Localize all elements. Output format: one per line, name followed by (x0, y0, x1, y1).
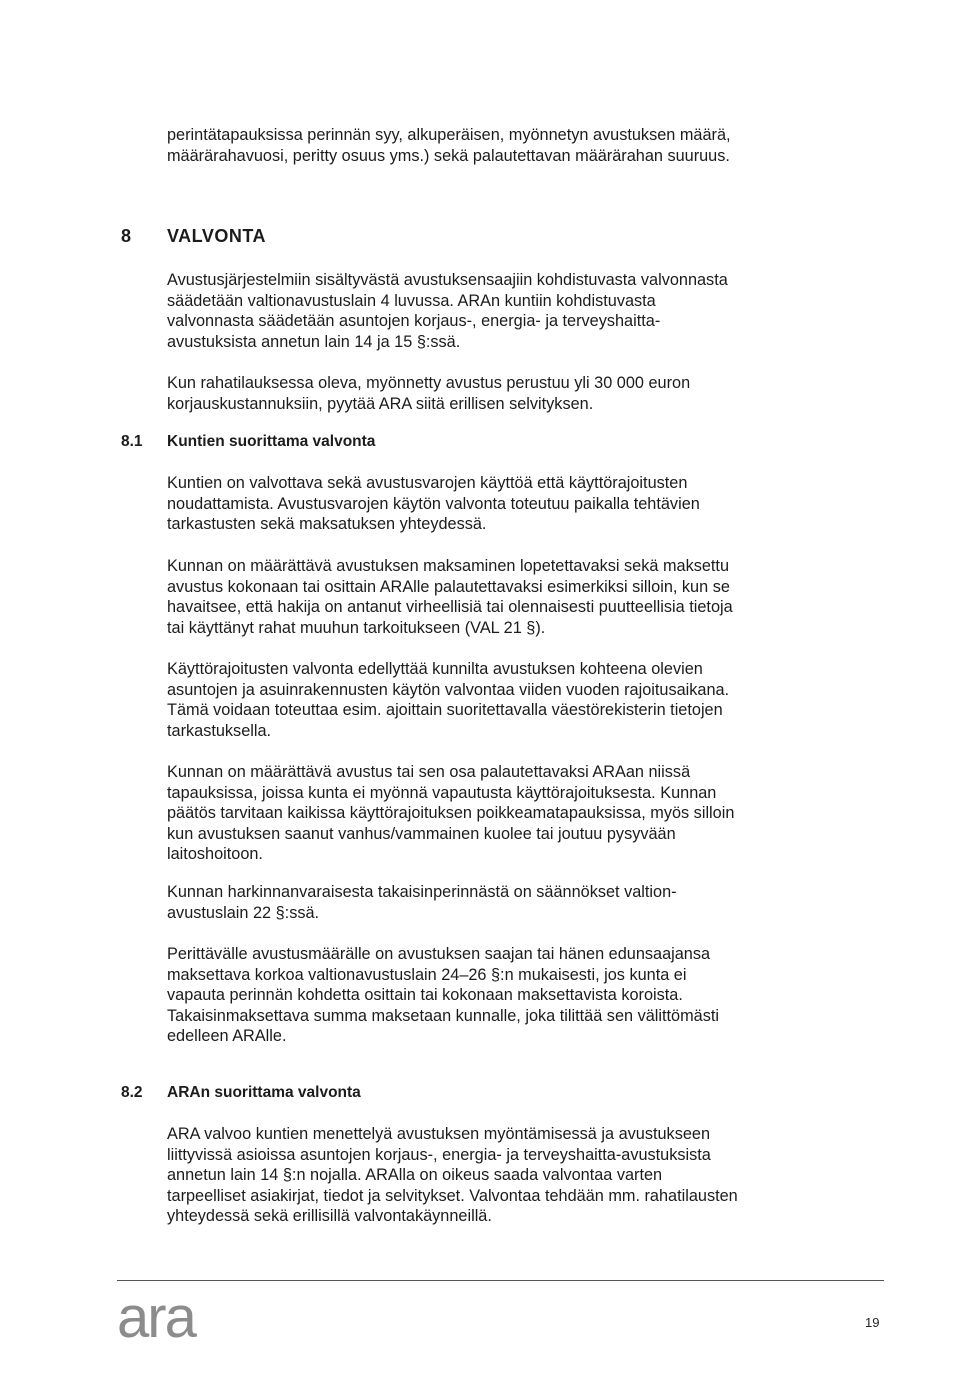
section-8-1-paragraph-5 (167, 882, 807, 923)
section-8-1-title: Kuntien suorittama valvonta (167, 433, 376, 450)
section-8-2-paragraph-1 (167, 1124, 807, 1227)
section-8-title: VALVONTA (167, 226, 266, 246)
text-line: tarpeelliset asiakirjat, tiedot ja selvitykset. Valvontaa tehdään mm. rahatilausten (167, 1186, 738, 1205)
intro-paragraph (167, 125, 807, 166)
section-8-1-paragraph-6 (167, 944, 807, 1047)
text-line: annetun lain 14 §:n nojalla. ARAlla on oikeus saada valvontaa varten (167, 1166, 663, 1184)
section-8-paragraph-1 (167, 270, 807, 352)
section-8-paragraph-2 (167, 373, 807, 414)
text-line: tarkastuksella. (167, 721, 272, 740)
text-line: havaitsee, että hakija on antanut virheellisiä tai olennaisesti puutteellisia tietoja (167, 598, 733, 616)
text-line: tai käyttänyt rahat muuhun tarkoitukseen (VAL 21 §). (167, 618, 546, 637)
text-line: Tämä voidaan toteuttaa esim. ajoittain suoritettavalla väestörekisterin tietojen (167, 701, 723, 719)
section-8-2-title: ARAn suorittama valvonta (167, 1084, 361, 1101)
text-line: laitoshoitoon. (167, 845, 263, 863)
text-line: perintätapauksissa perinnän syy, alkuperäisen, myönnetyn avustuksen määrä, (167, 126, 731, 144)
footer-divider (117, 1280, 884, 1281)
section-8-1-paragraph-2 (167, 556, 807, 638)
text-line: ARA valvoo kuntien menettelyä avustuksen myöntämisessä ja avustukseen (167, 1125, 710, 1143)
text-line: noudattamista. Avustusvarojen käytön valvonta toteutuu paikalla tehtävien (167, 494, 700, 513)
text-line: korjauskustannuksiin, pyytää ARA siitä erillisen selvityksen. (167, 394, 594, 413)
text-line: avustuksista annetun lain 14 ja 15 §:ssä. (167, 332, 461, 351)
section-8-1-paragraph-3 (167, 659, 807, 741)
text-line: tarkastusten sekä maksatuksen yhteydessä. (167, 515, 487, 533)
section-8-2-number: 8.2 (121, 1084, 143, 1101)
text-line: Kuntien on valvottava sekä avustusvarojen käyttöä että käyttörajoitusten (167, 474, 688, 492)
text-line: Käyttörajoitusten valvonta edellyttää kunnilta avustuksen kohteena olevien (167, 660, 703, 678)
text-line: Kun rahatilauksessa oleva, myönnetty avustus perustuu yli 30 000 euron (167, 374, 691, 392)
page-number: 19 (865, 1315, 880, 1330)
text-line: maksettava korkoa valtionavustuslain 24–26 §:n mukaisesti, jos kunta ei (167, 965, 687, 984)
text-line: säädetään valtionavustuslain 4 luvussa. ARAn kuntiin kohdistuvasta (167, 291, 656, 310)
text-line: Takaisinmaksettava summa maksetaan kunnalle, joka tilittää sen välittömästi (167, 1006, 720, 1025)
text-line: valvonnasta säädetään asuntojen korjaus-, energia- ja terveyshaitta- (167, 312, 661, 330)
text-line: avustuslain 22 §:ssä. (167, 903, 320, 922)
text-line: edelleen ARAlle. (167, 1027, 287, 1045)
text-line: vapauta perinnän kohdetta osittain tai kokonaan maksettavista koroista. (167, 986, 683, 1004)
section-8-1-paragraph-1 (167, 473, 807, 535)
section-8-1-number: 8.1 (121, 433, 143, 450)
text-line: yhteydessä sekä erillisillä valvontakäynneillä. (167, 1207, 492, 1225)
text-line: Kunnan on määrättävä avustus tai sen osa palautettavaksi ARAan niissä (167, 763, 691, 781)
text-line: Avustusjärjestelmiin sisältyvästä avustuksensaajiin kohdistuvasta valvonnasta (167, 271, 728, 289)
text-line: liittyvissä asioissa asuntojen korjaus-, energia- ja terveyshaitta-avustuksista (167, 1145, 711, 1164)
text-line: tapauksissa, joissa kunta ei myönnä vapautusta käyttörajoituksesta. Kunnan (167, 783, 717, 802)
text-line: Kunnan on määrättävä avustuksen maksaminen lopetettavaksi sekä maksettu (167, 557, 730, 575)
text-line: Kunnan harkinnanvaraisesta takaisinperinnästä on säännökset valtion- (167, 883, 677, 901)
text-line: määrärahavuosi, peritty osuus yms.) sekä palautettavan määrärahan suuruus. (167, 146, 730, 165)
section-8-1-paragraph-4 (167, 762, 807, 865)
section-8-number: 8 (121, 226, 132, 246)
ara-logo: ara (117, 1285, 195, 1350)
text-line: Perittävälle avustusmäärälle on avustuksen saajan tai hänen edunsaajansa (167, 945, 711, 963)
text-line: päätös tarvitaan kaikissa käyttörajoituksen poikkeamatapauksissa, myös silloin (167, 804, 735, 822)
text-line: asuntojen ja asuinrakennusten käytön valvontaa viiden vuoden rajoitusaikana. (167, 680, 730, 699)
text-line: avustus kokonaan tai osittain ARAlle palautettavaksi esimerkiksi silloin, kun se (167, 577, 730, 596)
text-line: kun avustuksen saanut vanhus/vammainen kuolee tai joutuu pysyvään (167, 824, 676, 843)
